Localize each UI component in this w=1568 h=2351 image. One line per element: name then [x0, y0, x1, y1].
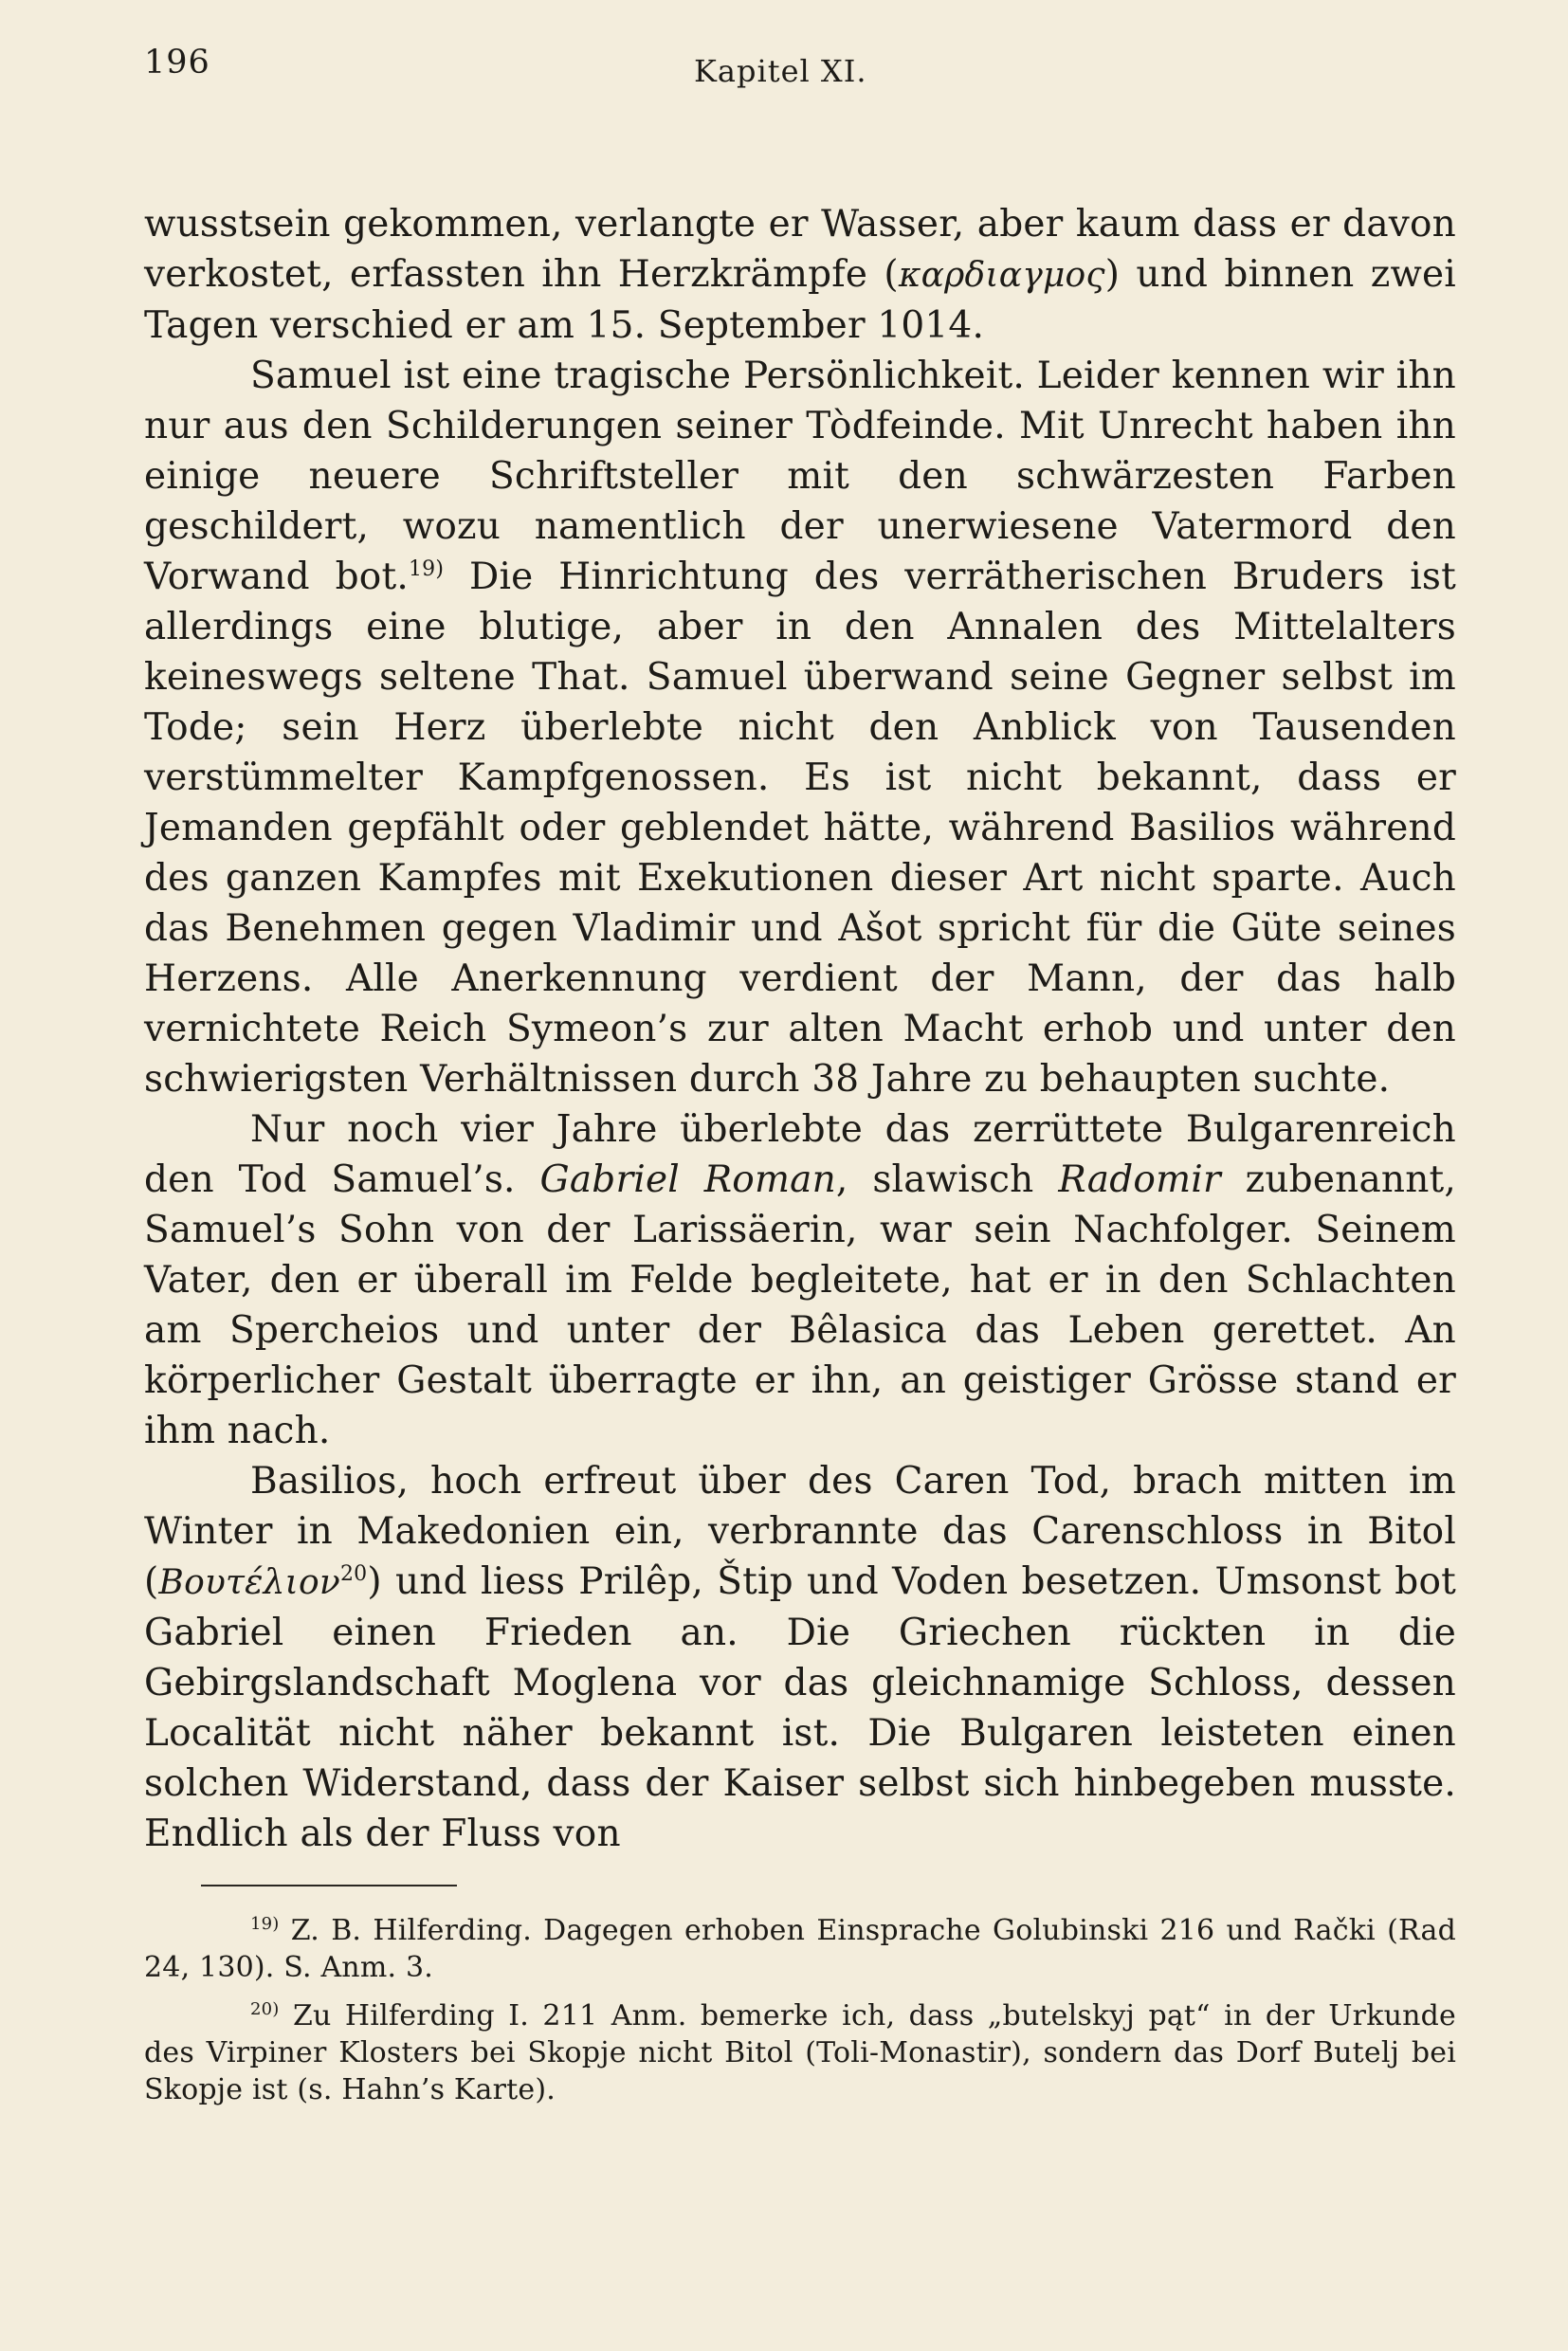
paragraph-3-italic-name-b: Radomir	[1058, 1158, 1221, 1201]
page-number: 196	[144, 44, 210, 82]
footnote-20-text: Zu Hilferding I. 211 Anm. bemerke ich, dass „butelskyj pąt“ in der Urkunde des Virpiner Klosters bei Skopje nicht Bitol (Toli-Monastir), sondern das Dorf Butelj bei Skopje ist (s. Hahn’s Karte).	[144, 1999, 1456, 2106]
page-header	[144, 44, 1456, 112]
paragraph-3-text-c: zubenannt, Samuel’s Sohn von der Larissäerin, war sein Nachfolger. Seinem Vater, den er überall im Felde begleitete, hat er in den Schlachten am Spercheios und unter der Bêlasica das Leben gerettet. An körperlicher Gestalt überragte er ihn, an geistiger Grösse stand er ihm nach.	[144, 1158, 1456, 1452]
footnotes	[144, 1912, 1456, 2108]
paragraph-4	[144, 1456, 1456, 1859]
paragraph-3	[144, 1104, 1456, 1456]
footnote-reference-19: 19)	[408, 557, 445, 581]
greek-term: καρδιαγμος	[898, 256, 1105, 295]
paragraph-4-text-a: Basilios, hoch erfreut über des Caren Tod, brach mitten im Winter in Makedonien ein, verbrannte das Carenschloss in Bitol (	[144, 1460, 1456, 1603]
running-title: Kapitel XI.	[694, 53, 867, 89]
paragraph-1-tail: ) und binnen zwei Tagen verschied er am 15. September 1014.	[144, 253, 1456, 347]
paragraph-3-text-b: , slawisch	[835, 1158, 1059, 1201]
footnote-separator	[201, 1885, 457, 1886]
footnote-19-mark: 19)	[250, 1914, 280, 1934]
paragraph-2-text-b: Die Hinrichtung des verrätherischen Bruders ist allerdings eine blutige, aber in den Annalen des Mittelalters keineswegs seltene That. Samuel überwand seine Gegner selbst im Tode; sein Herz überlebte nicht den Anblick von Tausenden verstümmelter Kampfgenossen. Es ist nicht bekannt, dass er Jemanden gepfählt oder geblendet hätte, während Basilios während des ganzen Kampfes mit Exekutionen dieser Art nicht sparte. Auch das Benehmen gegen Vladimir und Ašot spricht für die Güte seines Herzens. Alle Anerkennung verdient der Mann, der das halb vernichtete Reich Symeon’s zur alten Macht erhob und unter den schwierigsten Verhältnissen durch 38 Jahre zu behaupten suchte.	[144, 556, 1456, 1101]
paragraph-2	[144, 351, 1456, 1104]
paragraph-3-text-a: Nur noch vier Jahre überlebte das zerrüttete Bulgarenreich den Tod Samuel’s.	[144, 1108, 1456, 1201]
greek-place-name: Βουτέλιον	[158, 1563, 340, 1602]
main-text	[144, 199, 1456, 1859]
paragraph-1-text: wusstsein gekommen, verlangte er Wasser, aber kaum dass er davon verkostet, erfassten ihn Herzkrämpfe (	[144, 203, 1456, 296]
paragraph-4-text-b: ) und liess Prilêp, Štip und Voden besetzen. Umsonst bot Gabriel einen Frieden an. Die Griechen rückten in die Gebirgslandschaft Moglena vor das gleichnamige Schloss, dessen Localität nicht näher bekannt ist. Die Bulgaren leisteten einen solchen Widerstand, dass der Kaiser selbst sich hinbegeben musste. Endlich als der Fluss von	[144, 1560, 1456, 1855]
footnote-20	[144, 1997, 1456, 2108]
footnote-20-mark: 20)	[250, 1999, 280, 2019]
paragraph-1	[144, 199, 1456, 351]
paragraph-3-italic-name-a: Gabriel Roman	[539, 1158, 836, 1201]
footnote-19	[144, 1912, 1456, 1986]
footnote-19-text: Z. B. Hilferding. Dagegen erhoben Einsprache Golubinski 216 und Rački (Rad 24, 130). S. Anm. 3.	[144, 1914, 1456, 1984]
paragraph-2-text-a: Samuel ist eine tragische Persönlichkeit. Leider kennen wir ihn nur aus den Schilderungen seiner Tòdfeinde. Mit Unrecht haben ihn einige neuere Schriftsteller mit den schwärzesten Farben geschildert, wozu namentlich der unerwiesene Vatermord den Vorwand bot.	[144, 355, 1456, 598]
footnote-reference-20: 20	[339, 1562, 368, 1586]
